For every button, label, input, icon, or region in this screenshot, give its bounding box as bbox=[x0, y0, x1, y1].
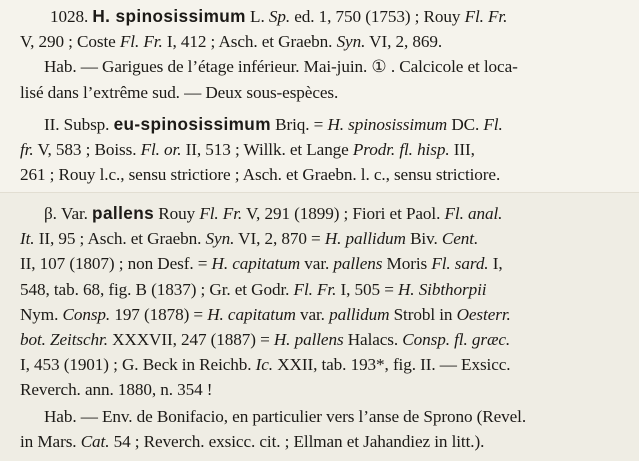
subspecies-entry bbox=[0, 112, 639, 188]
text: I, 505 = bbox=[336, 279, 398, 299]
text: V, 291 (1899) ; Fiori et Paol. bbox=[242, 204, 445, 223]
text: Strobl in bbox=[389, 304, 457, 324]
subsp-line-1 bbox=[0, 112, 639, 137]
citation-italic: Fl. Fr. bbox=[464, 7, 508, 26]
text: I, 412 ; Asch. et Graebn. bbox=[162, 32, 337, 52]
text: II. Subsp. bbox=[44, 115, 114, 134]
text: var. bbox=[300, 254, 334, 274]
citation-italic: Cent. bbox=[441, 229, 479, 249]
synonym-italic: H. pallidum bbox=[324, 229, 406, 249]
var-line-3 bbox=[0, 251, 639, 276]
citation-italic: Syn. bbox=[336, 32, 366, 52]
citation-italic: Fl. Fr. bbox=[293, 279, 337, 299]
entry-1028-line-4 bbox=[0, 80, 639, 105]
synonym-italic: pallens bbox=[333, 254, 383, 274]
text: V, 290 ; Coste bbox=[20, 32, 120, 52]
citation-italic: It. bbox=[20, 229, 35, 249]
citation-italic: Ic. bbox=[255, 355, 274, 375]
synonym-italic: pallidum bbox=[329, 304, 390, 324]
text: 261 ; Rouy l.c., sensu strictiore ; Asch. et Graebn. l. c., sensu strictiore. bbox=[20, 165, 501, 185]
text: VI, 2, 869. bbox=[365, 32, 443, 52]
text: V, 583 ; Boiss. bbox=[33, 140, 141, 160]
text: Briq. = bbox=[270, 115, 328, 134]
citation-italic: Fl. anal. bbox=[444, 204, 503, 223]
text: var. bbox=[295, 304, 330, 324]
text: III, bbox=[449, 140, 475, 160]
text: L. bbox=[245, 7, 269, 26]
citation-italic: Fl. Fr. bbox=[199, 204, 243, 223]
taxon-name: pallens bbox=[92, 203, 155, 223]
bottom-section bbox=[0, 192, 639, 461]
citation-italic: Oesterr. bbox=[456, 304, 511, 324]
text: ed. 1, 750 (1753) ; Rouy bbox=[290, 7, 465, 26]
text: I, 453 (1901) ; G. Beck in Reichb. bbox=[20, 355, 256, 375]
text: Nym. bbox=[20, 304, 63, 324]
subsp-line-3 bbox=[0, 162, 639, 187]
text: Rouy bbox=[154, 204, 200, 223]
taxon-name: H. spinosissimum bbox=[92, 6, 246, 26]
text: II, 107 (1807) ; non Desf. = bbox=[20, 254, 212, 274]
var-line-4 bbox=[0, 277, 639, 302]
habitat-text: lisé dans l’extrême sud. — Deux sous-espèces. bbox=[20, 82, 339, 102]
citation-italic: Fl. or. bbox=[140, 140, 182, 160]
text: 548, tab. 68, fig. B (1837) ; Gr. et Godr. bbox=[20, 279, 294, 299]
synonym-italic: H. spinosissimum bbox=[327, 115, 448, 134]
text: 1028. bbox=[50, 7, 93, 26]
habitat-text: Hab. — Env. de Bonifacio, en particulier vers l’anse de Sprono (Revel. bbox=[44, 407, 527, 426]
text: 54 ; Reverch. exsicc. cit. ; Ellman et Jahandiez in litt.). bbox=[109, 432, 485, 452]
text: II, 513 ; Willk. et Lange bbox=[181, 140, 353, 160]
text: in Mars. bbox=[20, 432, 81, 452]
text: XXXVII, 247 (1887) = bbox=[107, 329, 274, 349]
var-line-6 bbox=[0, 327, 639, 352]
citation-italic: Consp. fl. græc. bbox=[402, 329, 511, 349]
synonym-italic: H. capitatum bbox=[207, 304, 296, 324]
synonym-italic: H. Sibthorpii bbox=[397, 279, 487, 299]
citation-italic: Syn. bbox=[205, 229, 235, 249]
synonym-italic: H. capitatum bbox=[211, 254, 301, 274]
entry-1028-line-2 bbox=[0, 29, 639, 54]
citation-italic: Consp. bbox=[62, 304, 111, 324]
text: Moris bbox=[382, 254, 432, 274]
entry-1028-line-1 bbox=[0, 4, 639, 29]
text: β. Var. bbox=[44, 204, 93, 223]
citation-italic: Cat. bbox=[80, 432, 110, 452]
citation-italic: bot. Zeitschr. bbox=[20, 329, 108, 349]
text: DC. bbox=[447, 115, 484, 134]
citation-italic: Fl. Fr. bbox=[119, 32, 163, 52]
var-line-2 bbox=[0, 226, 639, 251]
var-line-8 bbox=[0, 377, 639, 402]
text: Halacs. bbox=[343, 329, 403, 349]
text: VI, 2, 870 = bbox=[234, 229, 325, 249]
synonym-italic: H. pallens bbox=[273, 329, 344, 349]
habitat-entry bbox=[0, 404, 639, 454]
var-line-1 bbox=[0, 201, 639, 226]
var-line-7 bbox=[0, 352, 639, 377]
text: XXII, tab. 193*, fig. II. — Exsicc. bbox=[273, 355, 511, 375]
citation-italic: Fl. sard. bbox=[431, 254, 489, 274]
var-line-5 bbox=[0, 302, 639, 327]
citation-italic: Sp. bbox=[268, 7, 291, 26]
hab-line-1 bbox=[0, 404, 639, 429]
text: I, bbox=[488, 254, 503, 274]
variety-pallens-entry bbox=[0, 201, 639, 403]
hab-line-2 bbox=[0, 429, 639, 454]
text: Reverch. ann. 1880, n. 354 ! bbox=[20, 380, 213, 400]
text: Biv. bbox=[405, 229, 442, 249]
citation-italic: Prodr. fl. hisp. bbox=[352, 140, 450, 160]
text: II, 95 ; Asch. et Graebn. bbox=[34, 229, 206, 249]
citation-italic: fr. bbox=[20, 140, 34, 160]
taxon-name: eu-spinosissimum bbox=[113, 114, 271, 134]
text: 197 (1878) = bbox=[110, 304, 208, 324]
entry-1028 bbox=[0, 4, 639, 105]
top-section bbox=[0, 0, 639, 192]
habitat-text: Hab. — Garigues de l’étage inférieur. Mai-juin. ① . Calcicole et loca- bbox=[44, 57, 518, 77]
entry-1028-line-3 bbox=[0, 54, 639, 79]
subsp-line-2 bbox=[0, 137, 639, 162]
citation-italic: Fl. bbox=[483, 115, 503, 134]
